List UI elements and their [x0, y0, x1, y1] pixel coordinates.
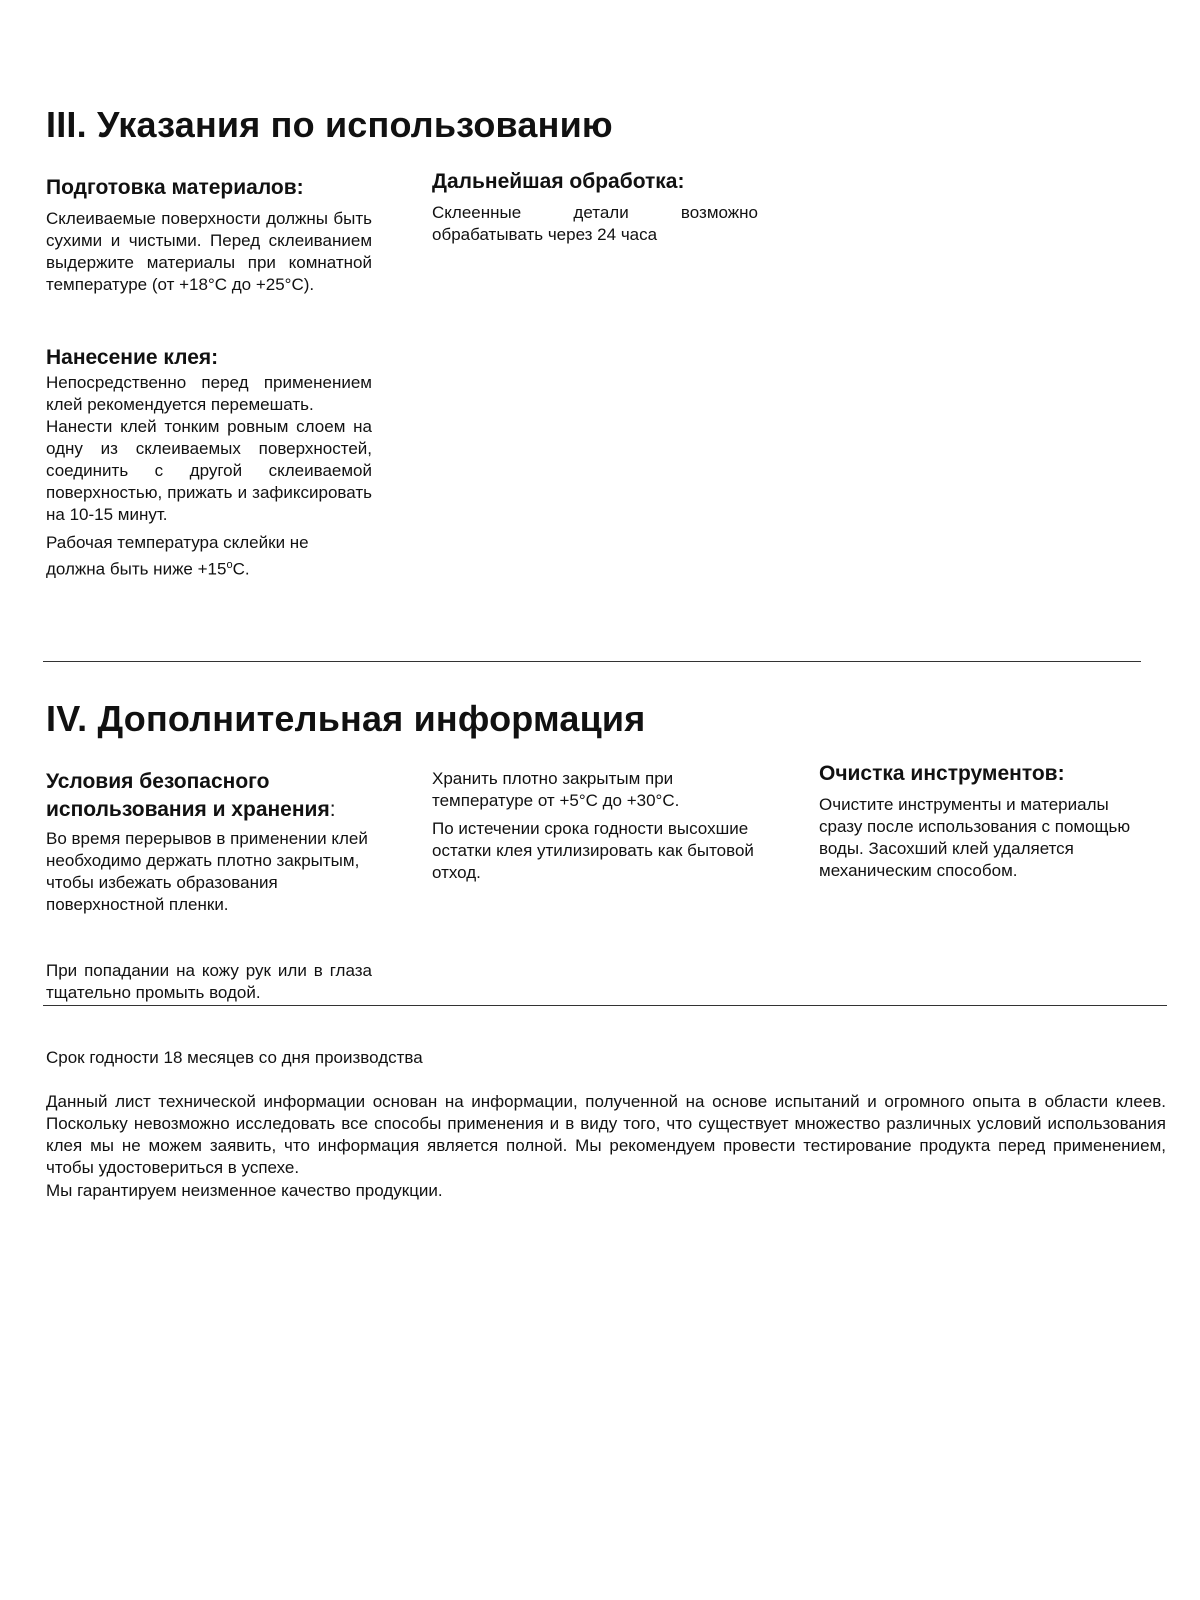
shelf-life-text: Срок годности 18 месяцев со дня производства	[46, 1048, 423, 1067]
storage-text-disposal: По истечении срока годности высохшие остатки клея утилизировать как бытовой отход.	[432, 819, 754, 882]
glue-temp-degree: o	[226, 559, 233, 571]
safety-heading-text: Условия безопасного использования и хранения	[46, 770, 330, 821]
processing-heading: Дальнейшая обработка:	[432, 170, 685, 193]
materials-heading: Подготовка материалов:	[46, 176, 304, 199]
footer-divider	[43, 1005, 1167, 1006]
safety-text-skin: При попадании на кожу рук или в глаза тщательно промыть водой.	[46, 961, 372, 1002]
glue-text-mix: Непосредственно перед применением клей рекомендуется перемешать.	[46, 373, 372, 414]
glue-temp-before: Рабочая температура склейки не должна быть ниже +15	[46, 533, 309, 579]
section-divider	[43, 661, 1141, 662]
section-3-title: III. Указания по использованию	[46, 104, 613, 145]
storage-text-temperature: Хранить плотно закрытым при температуре от +5°C до +30°C.	[432, 769, 680, 810]
section-4-title: IV. Дополнительная информация	[46, 698, 646, 739]
guarantee-text: Мы гарантируем неизменное качество продукции.	[46, 1181, 443, 1200]
storage-block	[432, 768, 758, 884]
glue-text-temperature	[46, 532, 372, 581]
processing-text: Склеенные детали возможно обрабатывать через 24 часа	[432, 203, 758, 244]
cleaning-heading: Очистка инструментов:	[819, 762, 1065, 785]
cleaning-text: Очистите инструменты и материалы сразу после использования с помощью воды. Засохший клей удаляется механическим способом.	[819, 795, 1131, 880]
glue-heading: Нанесение клея:	[46, 346, 219, 369]
glue-temp-after: С.	[232, 559, 250, 579]
safety-heading	[46, 768, 372, 824]
safety-text-storage: Во время перерывов в применении клей необходимо держать плотно закрытым, чтобы избежать образования поверхностной пленки.	[46, 829, 368, 914]
disclaimer-text: Данный лист технической информации основан на информации, полученной на основе испытаний и огромного опыта в области клеев. Поскольку невозможно исследовать все способы применения и в виду того, что существует множество различных условий использования клея мы не можем заявить, что информация является полной. Мы рекомендуем провести тестирование продукта перед применением, чтобы удостовериться в успехе.	[46, 1092, 1166, 1177]
safety-heading-colon: :	[329, 798, 336, 821]
materials-text: Склеиваемые поверхности должны быть сухими и чистыми. Перед склеиванием выдержите материалы при комнатной температуре (от +18°C до +25°C).	[46, 209, 372, 294]
glue-text-apply: Нанести клей тонким ровным слоем на одну из склеиваемых поверхностей, соединить с другой склеиваемой поверхностью, прижать и зафиксировать на 10-15 минут.	[46, 417, 372, 524]
glue-instructions	[46, 372, 372, 581]
